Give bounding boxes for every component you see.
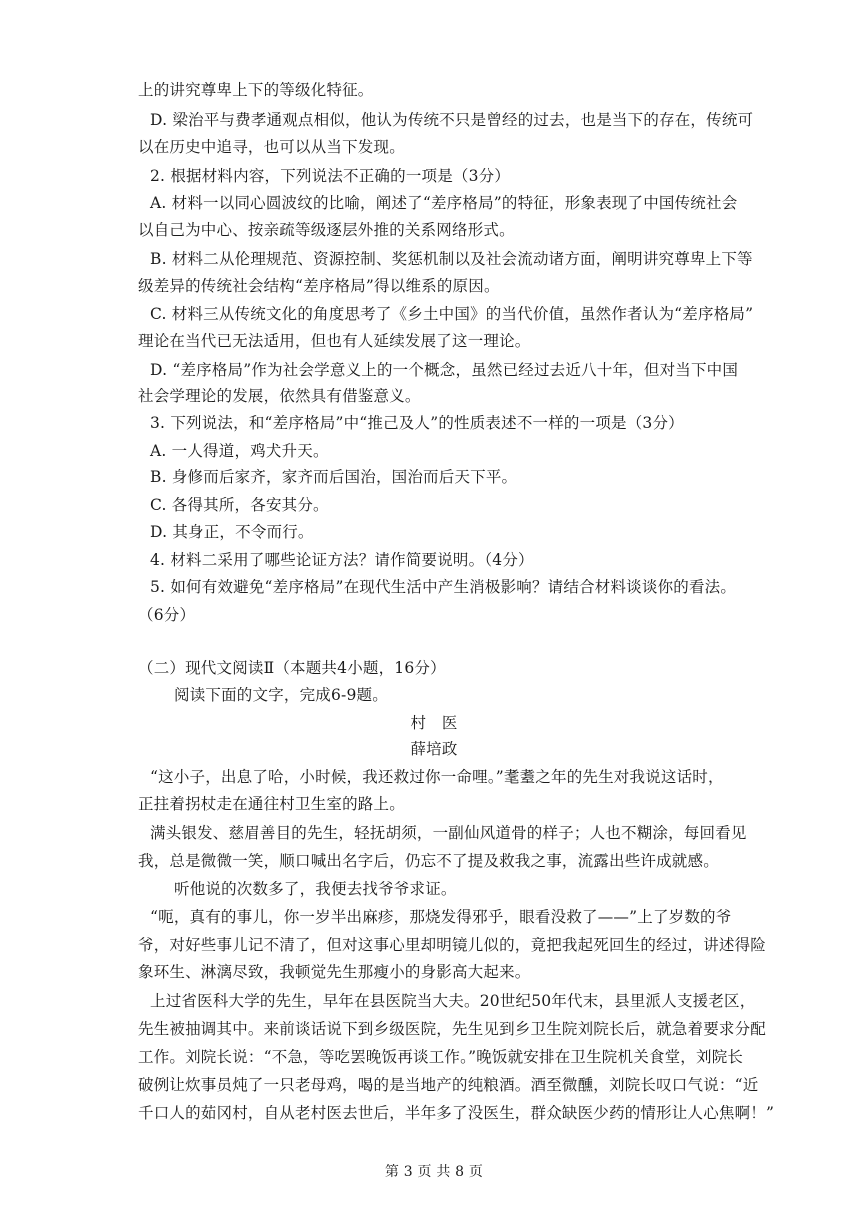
- story-line: 正拄着拐杖走在通往村卫生室的路上。: [138, 795, 405, 813]
- option-c-text: C. 各得其所，各安其分。: [150, 496, 329, 514]
- page-footer: 第 3 页 共 8 页: [384, 1164, 484, 1180]
- story-line: 象环生、淋漓尽致，我顿觉先生那瘦小的身影高大起来。: [138, 963, 531, 981]
- story-line: 千口人的茹冈村，自从老村医去世后，半年多了没医生，群众缺医少药的情形让人心焦啊！”: [138, 1104, 775, 1122]
- text-line: 级差异的传统社会结构“差序格局”得以维系的原因。: [138, 277, 500, 295]
- question-5-score: （6分）: [138, 606, 196, 624]
- question-3: 3. 下列说法，和“差序格局”中“推己及人”的性质表述不一样的一项是（3分）: [150, 414, 684, 432]
- story-paragraph: “这小子，出息了哈，小时候，我还救过你一命哩。”耄耋之年的先生对我说这话时，: [150, 768, 724, 786]
- text-line: 上的讲究尊卑上下的等级化特征。: [138, 81, 374, 99]
- section-instruction: 阅读下面的文字，完成6-9题。: [174, 686, 388, 704]
- text-line: 以在历史中追寻，也可以从当下发现。: [138, 138, 405, 156]
- text-line: 理论在当代已无法适用，但也有人延续发展了这一理论。: [138, 332, 531, 350]
- story-line: 爷，对好些事儿记不清了，但对这事心里却明镜儿似的，竟把我起死回生的经过，讲述得险: [138, 936, 767, 954]
- section-heading: （二）现代文阅读Ⅱ（本题共4小题，16分）: [138, 659, 446, 677]
- option-d-text: D. “差序格局”作为社会学意义上的一个概念，虽然已经过去近八十年，但对当下中国: [150, 361, 739, 379]
- text-line: 以自己为中心、按亲疏等级逐层外推的关系网络形式。: [138, 221, 515, 239]
- option-a-text: A. 一人得道，鸡犬升天。: [150, 442, 329, 460]
- story-line: 我，总是微微一笑，顺口喊出名字后，仍忘不了提及救我之事，流露出些许成就感。: [138, 852, 719, 870]
- story-author: 薛培政: [410, 740, 458, 758]
- story-paragraph: “呃，真有的事儿，你一岁半出麻疹，那烧发得邪乎，眼看没救了——”上了岁数的爷: [150, 908, 732, 926]
- option-d-text: D. 其身正，不令而行。: [150, 523, 314, 541]
- story-line: 工作。刘院长说：“不急，等吃罢晚饭再谈工作。”晚饭就安排在卫生院机关食堂，刘院长: [138, 1048, 744, 1066]
- text-line: 社会学理论的发展，依然具有借鉴意义。: [138, 387, 421, 405]
- question-5: 5. 如何有效避免“差序格局”在现代生活中产生消极影响？请结合材料谈谈你的看法。: [150, 578, 737, 596]
- option-a-text: A. 材料一以同心圆波纹的比喻，阐述了“差序格局”的特征，形象表现了中国传统社会: [150, 194, 738, 212]
- story-paragraph: 听他说的次数多了，我便去找爷爷求证。: [174, 880, 457, 898]
- option-b-text: B. 材料二从伦理规范、资源控制、奖惩机制以及社会流动诸方面，阐明讲究尊卑上下等: [150, 250, 753, 268]
- question-4: 4. 材料二采用了哪些论证方法？请作简要说明。（4分）: [150, 551, 534, 569]
- story-title: 村 医: [410, 714, 458, 732]
- story-line: 破例让炊事员炖了一只老母鸡，喝的是当地产的纯粮酒。酒至微醺，刘院长叹口气说：“近: [138, 1076, 759, 1094]
- option-c-text: C. 材料三从传统文化的角度思考了《乡土中国》的当代价值，虽然作者认为“差序格局”: [150, 305, 754, 323]
- story-paragraph: 满头银发、慈眉善目的先生，轻抚胡须，一副仙风道骨的样子；人也不糊涂，每回看见: [150, 824, 747, 842]
- option-d-text: D. 梁治平与费孝通观点相似，他认为传统不只是曾经的过去，也是当下的存在，传统可: [150, 111, 754, 129]
- story-line: 先生被抽调其中。来前谈话说下到乡级医院，先生见到乡卫生院刘院长后，就急着要求分配: [138, 1020, 767, 1038]
- story-paragraph: 上过省医科大学的先生，早年在县医院当大夫。20世纪50年代末，县里派人支援老区，: [150, 992, 756, 1010]
- option-b-text: B. 身修而后家齐，家齐而后国治，国治而后天下平。: [150, 468, 518, 486]
- question-2: 2. 根据材料内容，下列说法不正确的一项是（3分）: [150, 167, 511, 185]
